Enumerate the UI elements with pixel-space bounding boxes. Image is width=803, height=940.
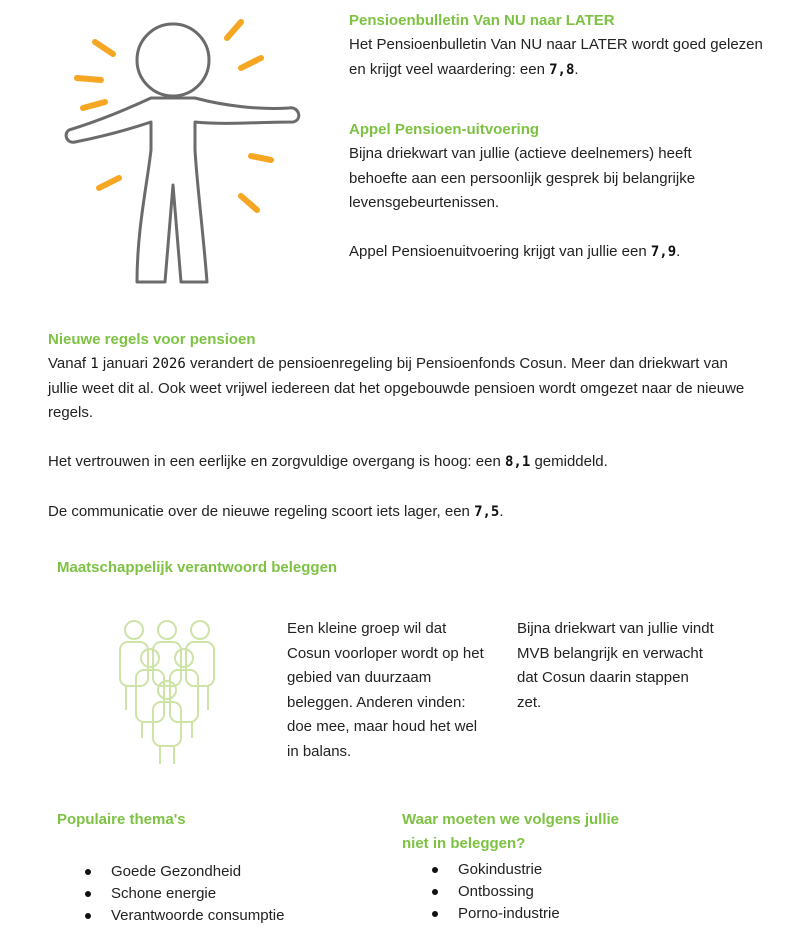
bulletin-text: Het Pensioenbulletin Van NU naar LATER wordt goed gelezen en krijgt veel waardering: een 7,8. — [349, 36, 763, 78]
list-item: Porno-industrie — [402, 903, 702, 925]
appel-text-2: Appel Pensioenuitvoering krijgt van jullie een 7,9. — [349, 243, 681, 261]
communicatie-score: 7,5 — [474, 503, 500, 520]
populair-list — [55, 861, 355, 927]
nieuwe-regels-para-2: Het vertrouwen in een eerlijke en zorgvuldige overgang is hoog: een 8,1 gemiddeld. — [48, 453, 608, 471]
appel-score: 7,9 — [650, 244, 677, 261]
vertrouwen-score: 8,1 — [504, 454, 531, 471]
nieuwe-regels-heading: Nieuwe regels voor pensioen — [48, 331, 256, 348]
list-item: Ontbossing — [402, 881, 702, 903]
people-group-icon — [112, 618, 222, 768]
list-item: Goede Gezondheid — [55, 861, 355, 883]
mvb-column-2: Bijna driekwart van jullie vindt MVB belangrijk en verwacht dat Cosun daarin stappen zet. — [517, 620, 714, 711]
niet-list — [402, 859, 702, 925]
nieuwe-regels-para-1: Vanaf 1 januari 2026 verandert de pensioenregeling bij Pensioenfonds Cosun. Meer dan driekwart van jullie weet dit al. Ook weet vrijwel iedereen dat het opgebouwde pensioen wordt omgezet naar de nieuwe regels. — [48, 355, 745, 422]
list-item: Schone energie — [55, 883, 355, 905]
bulletin-section — [349, 9, 769, 82]
bulletin-heading: Pensioenbulletin Van NU naar LATER — [349, 12, 615, 29]
bulletin-score: 7,8 — [549, 61, 575, 78]
nieuwe-regels-para-3: De communicatie over de nieuwe regeling scoort iets lager, een 7,5. — [48, 502, 504, 520]
appel-section — [349, 118, 744, 265]
appel-text-1: Bijna driekwart van jullie (actieve deelnemers) heeft behoefte aan een persoonlijk gesprek bij belangrijke levensgebeurtenissen. — [349, 145, 696, 212]
list-item: Gokindustrie — [402, 859, 702, 881]
mvb-heading: Maatschappelijk verantwoord beleggen — [57, 559, 338, 576]
list-item: Verantwoorde consumptie — [55, 905, 355, 927]
stick-figure-illustration — [55, 10, 315, 295]
appel-heading: Appel Pensioen-uitvoering — [349, 121, 540, 138]
populair-heading: Populaire thema's — [57, 811, 186, 828]
nieuwe-regels-section — [48, 328, 748, 524]
niet-heading: Waar moeten we volgens jullie niet in beleggen? — [402, 811, 620, 852]
mvb-column-1: Een kleine groep wil dat Cosun voorloper wordt op het gebied van duurzaam beleggen. Anderen vinden: doe mee, maar houd het wel in balans. — [287, 620, 484, 760]
